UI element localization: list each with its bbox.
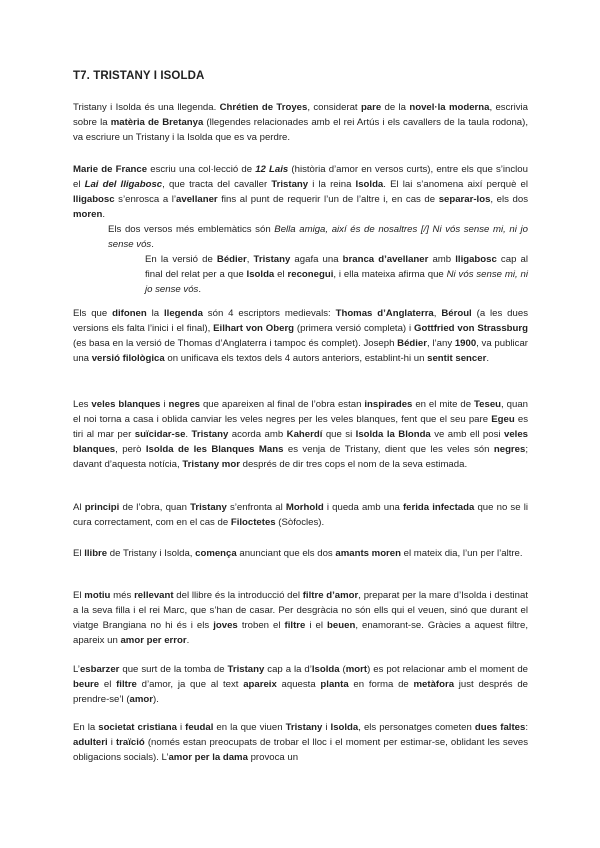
paragraph-marie-de-france: Marie de France escriu una col·lecció de 12 Lais (història d’amor en versos curts), entre els que s’inclou el Lai del lligabosc, que tracta del cavaller Tristany i la reina Isolda. El lai s’anomena així perquè el lligabosc s’enrosca a l’avellaner fins al punt de requerir l’un de l’altre i, en cas de separar-los, els dos moren. — [73, 164, 529, 220]
paragraph-medieval-writers: Els que difonen la llegenda són 4 escriptors medievals: Thomas d’Anglaterra, Béroul (a les dues versions els falta l’inici i el final), Eilhart von Oberg (primera versió completa) i Gottfried von Strassburg (es basa en la versió de Thomas d’Anglaterra i tampoc és complet). Joseph Bédier, l’any 1900, va publicar una versió filològica on unificava els textos dels 4 autors anteriors, establint-hi un sentit sencer. — [73, 308, 528, 364]
paragraph-bedier-version: En la versió de Bédier, Tristany agafa una branca d’avellaner amb lligabosc cap al final del relat per a que Isolda el reconegui, i ella mateixa afirma que Ni vós sense mi, ni jo sense vós. — [145, 254, 528, 295]
paragraph-love-potion: El motiu més rellevant del llibre és la introducció del filtre d’amor, preparat per la mare d’Isolda i destinat a la seva filla i el rei Marc, que s’han de casar. Per desgràcia no són ells qui el veuen, sinó que durant el viatge Brangiana no hi és i els joves troben el filtre i el beuen, enamorant-se. Gràcies a aquest filtre, apareix un amor per error. — [73, 590, 528, 646]
paragraph-bramble: L’esbarzer que surt de la tomba de Tristany cap a la d’Isolda (mort) es pot relacionar amb el moment de beure el filtre d’amor, ja que al text apareix aquesta planta en forma de metàfora just després de prendre-se’l (amor). — [73, 664, 528, 705]
paragraph-sails: Les veles blanques i negres que apareixen al final de l’obra estan inspirades en el mite de Teseu, quan el noi torna a casa i oblida canviar les veles negres per les veles blanques, fent que el seu pare Egeu es tiri al mar per suïcidar-se. Tristany acorda amb Kaherdí que si Isolda la Blonda ve amb ell posi veles blanques, però Isolda de les Blanques Mans es venja de Tristany, dient que les veles són negres; davant d’aquesta notícia, Tristany mor després de dir tres cops el nom de la seva estimada. — [73, 399, 529, 470]
paragraph-book-start: El llibre de Tristany i Isolda, comença anunciant que els dos amants moren el mateix dia, l’un per l’altre. — [73, 548, 523, 559]
paragraph-beginning: Al principi de l’obra, quan Tristany s’enfronta al Morhold i queda amb una ferida infectada que no se li cura correctament, com en el cas de Filoctetes (Sòfocles). — [73, 502, 528, 528]
page-title: T7. TRISTANY I ISOLDA — [73, 70, 205, 82]
paragraph-intro: Tristany i Isolda és una llegenda. Chrétien de Troyes, considerat pare de la novel·la moderna, escrivia sobre la matèria de Bretanya (llegendes relacionades amb el rei Artús i els cavallers de la taula rodona), va escriure un Tristany i la Isolda que es va perdre. — [73, 102, 529, 143]
paragraph-christian-society: En la societat cristiana i feudal en la que viuen Tristany i Isolda, els personatges cometen dues faltes: adulteri i traïció (només estan preocupats de trobar el lloc i el moment per estimar-se, oblidant les seves obligacions socials). L’amor per la dama provoca un — [73, 722, 528, 763]
paragraph-emblematic-verses: Els dos versos més emblemàtics són Bella amiga, així és de nosaltres [/] Ni vós sense mi, ni jo sense vós. — [108, 224, 528, 250]
